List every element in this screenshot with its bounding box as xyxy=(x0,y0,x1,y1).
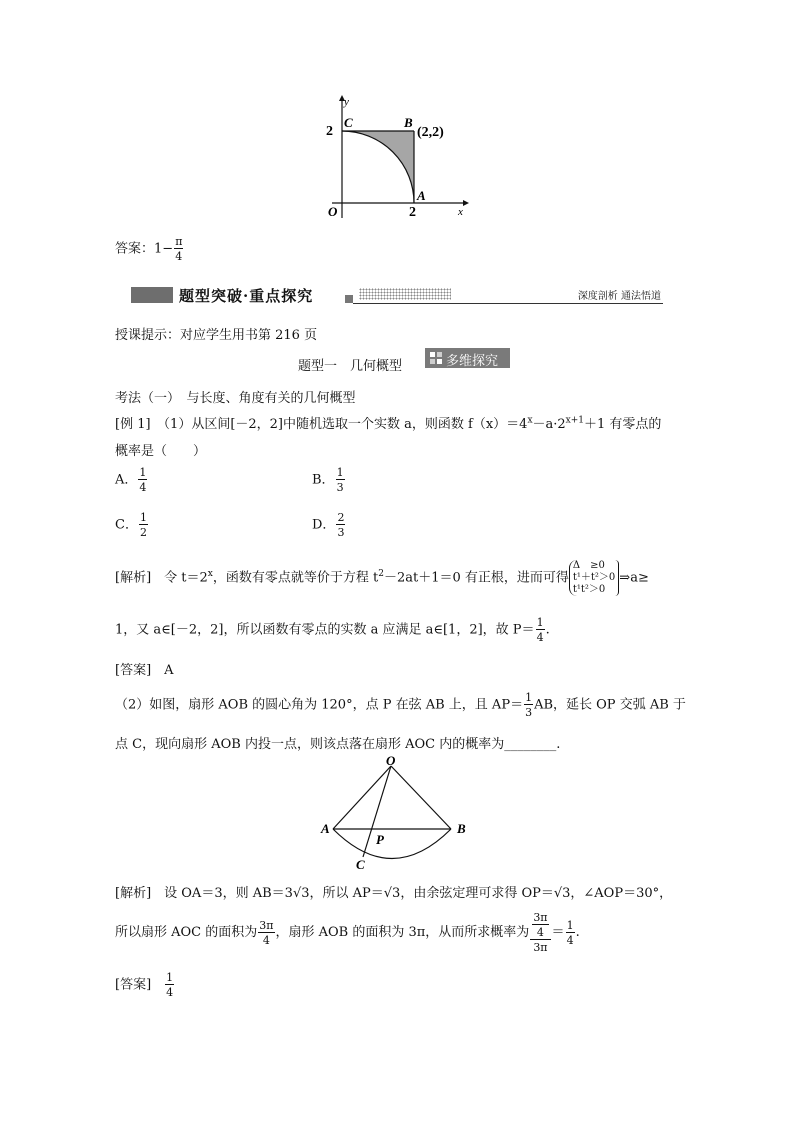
x-tick-label: 2 xyxy=(409,205,416,220)
point-b-label: B xyxy=(404,115,413,130)
point-p-label: P xyxy=(376,832,384,847)
type-title: 题型一 几何概型 xyxy=(298,359,403,374)
section-block xyxy=(131,287,173,303)
solution-1-line-1: [解析] 令 $t=2^x$，函数有零点就等价于方程 $t^2-2at+1=0$ 有正根，进而可得 Δ ≥0 t¹＋t²＞0 t¹t²＞0 ⇒a≥ xyxy=(115,560,649,595)
option-c[interactable]: C． $\frac{1}{2}$ xyxy=(115,511,147,539)
point-c-label: C xyxy=(356,857,365,872)
teaching-hint: 授课提示：对应学生用书第 216 页 xyxy=(115,328,318,343)
method-heading: 考法（一） 与长度、角度有关的几何概型 xyxy=(115,391,356,406)
answer-example-2: [答案] $\frac{1}{4}$ xyxy=(115,971,174,999)
section-header xyxy=(131,284,663,306)
compound-fraction: 3π 4 3π xyxy=(530,912,550,953)
y-axis-label: y xyxy=(344,96,349,108)
arc-ab xyxy=(333,829,451,859)
point-b-label: B xyxy=(457,821,466,836)
answer-1 xyxy=(115,236,184,262)
point-a-label: A xyxy=(417,188,426,203)
multi-explore-badge xyxy=(425,348,510,368)
solution-2-line-1: [解析] 设 OA＝3，则 AB＝3√3，所以 AP＝√3，由余弦定理可求得 OP＝√3，∠AOP＝30°， xyxy=(115,886,673,901)
shaded-region xyxy=(342,131,414,203)
section-dots xyxy=(359,288,451,300)
point-c-label: C xyxy=(344,115,353,130)
origin-label: O xyxy=(328,204,338,219)
answer-prefix: 1− xyxy=(154,241,174,257)
point-b-coord: (2,2) xyxy=(417,125,444,140)
figure-square-quarter-circle xyxy=(318,92,478,227)
radius-oa xyxy=(333,766,391,829)
x-axis-arrow xyxy=(463,200,469,206)
option-b[interactable]: B． $\frac{1}{3}$ xyxy=(312,466,344,494)
option-d[interactable]: D． $\frac{2}{3}$ xyxy=(312,511,345,539)
point-o-label: O xyxy=(386,753,396,768)
x-axis-label: x xyxy=(458,206,463,218)
y-tick-label: 2 xyxy=(326,124,333,139)
solution-2-line-2: 所以扇形 AOC 的面积为 $\frac{3\pi}{4}$ ，扇形 AOB 的面积为 3π，从而所求概率为 3π 4 3π ＝ $\frac{1}{4}$ . xyxy=(115,911,580,954)
answer-label: 答案： xyxy=(115,241,155,257)
badge-label: 多维探究 xyxy=(446,354,499,369)
answer-fraction: $\frac{\pi}{4}$ xyxy=(175,235,183,263)
example-2-line-2: 点 C，现向扇形 AOB 内投一点，则该点落在扇形 AOC 内的概率为________. xyxy=(115,737,561,752)
section-rule xyxy=(353,303,663,304)
answer-example-1: [答案] A xyxy=(115,663,174,678)
expand-icon xyxy=(430,352,442,364)
figure-sector xyxy=(315,752,485,877)
radius-ob xyxy=(391,766,451,829)
system-brace: Δ ≥0 t¹＋t²＞0 t¹t²＞0 xyxy=(569,560,615,596)
example-1-line-1: [例 1] （1）从区间[－2，2]中随机选取一个实数 a，则函数 $f(x)=4^x-a\cdot 2^{x+1}+1$ 有零点的 xyxy=(115,415,662,432)
point-a-label: A xyxy=(321,821,330,836)
example-2-line-1: （2）如图，扇形 AOB 的圆心角为 120°，点 P 在弦 AB 上，且 AP＝ $\frac{1}{3}$ AB，延长 OP 交弧 AB 于 xyxy=(115,691,686,719)
example-1-line-2: 概率是（ ） xyxy=(115,444,207,459)
section-tag: 深度剖析 通法悟道 xyxy=(577,291,661,302)
option-a[interactable]: A． $\frac{1}{4}$ xyxy=(115,466,147,494)
solution-1-line-2: 1，又 a∈[－2，2]，所以函数有零点的实数 a 应满足 a∈[1，2]，故 P＝ $\frac{1}{4}$ . xyxy=(115,616,550,644)
section-square xyxy=(345,295,353,303)
section-title: 题型突破·重点探究 xyxy=(179,287,314,305)
